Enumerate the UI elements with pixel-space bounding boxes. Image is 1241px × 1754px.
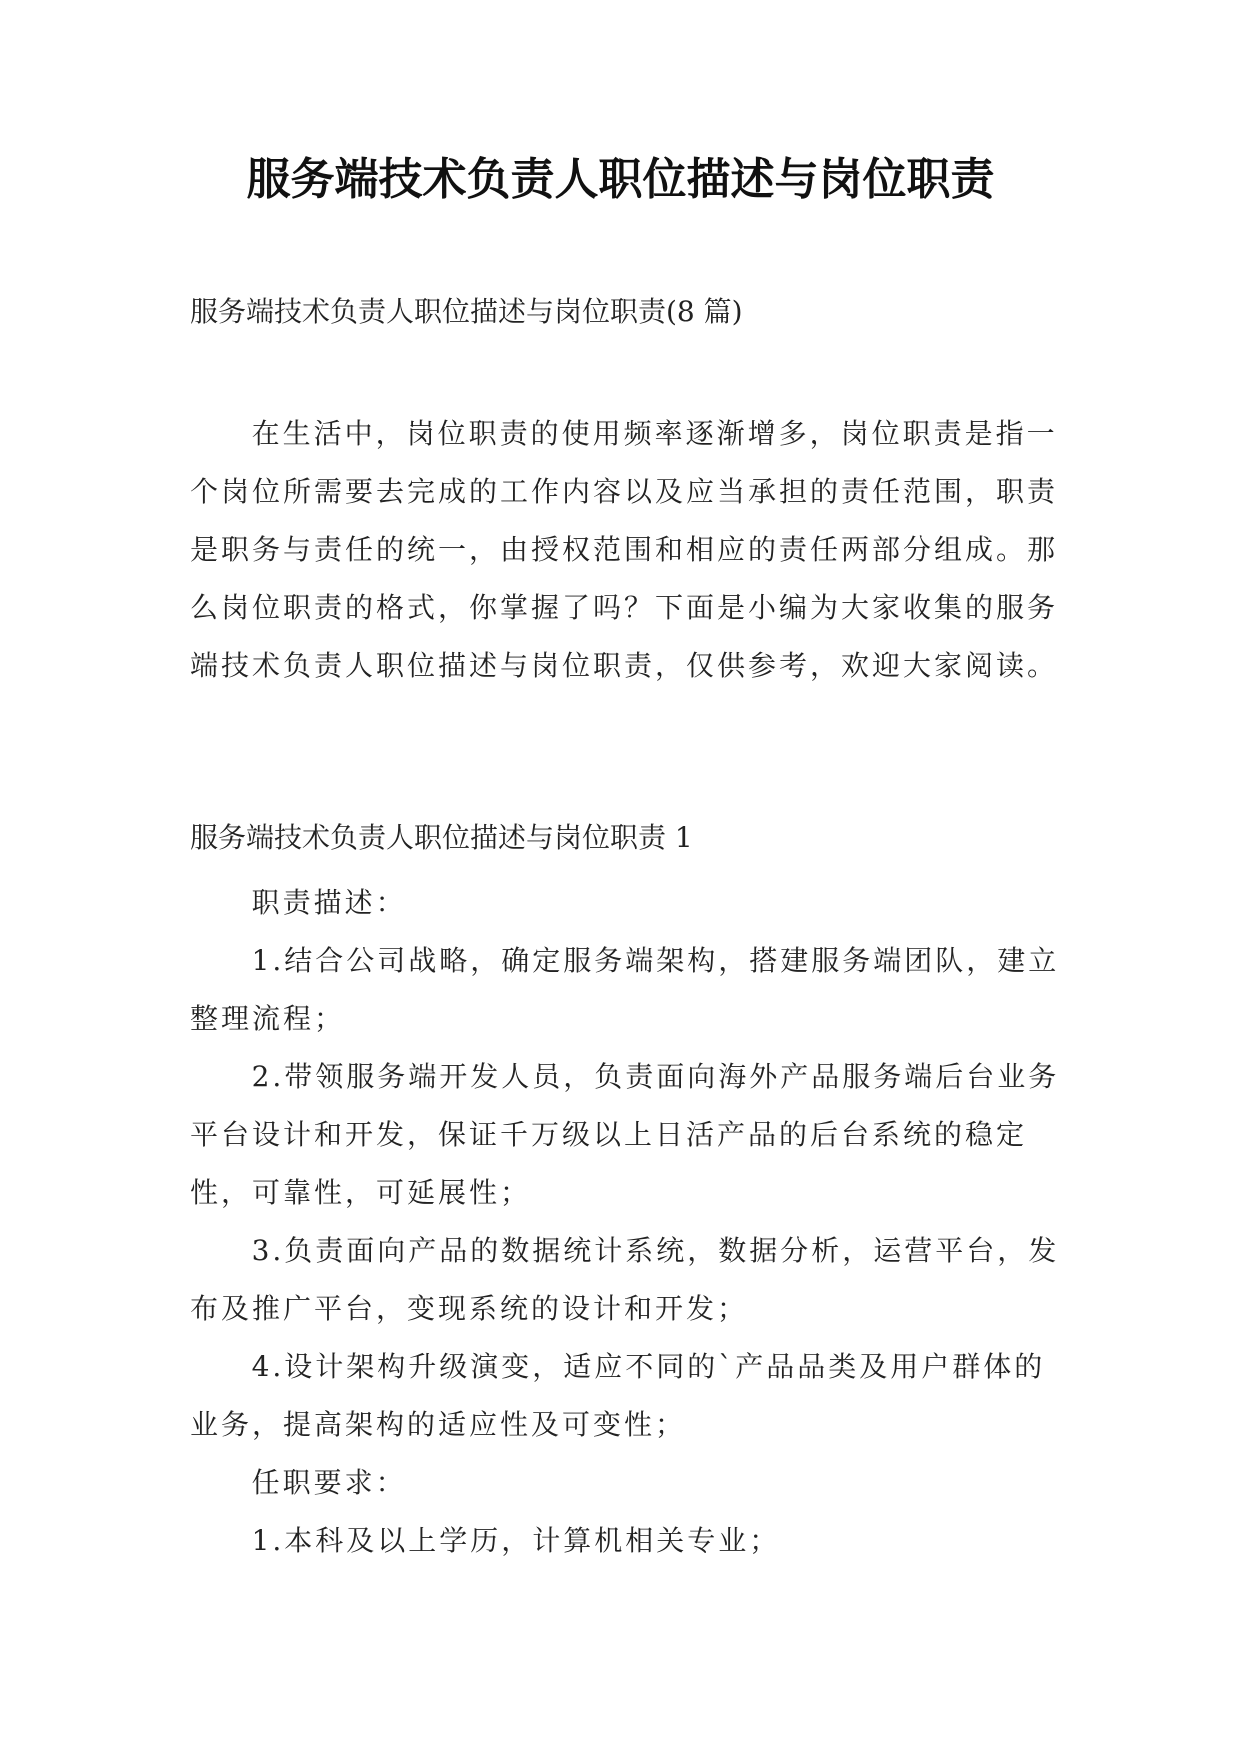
duty-item: 3.负责面向产品的数据统计系统，数据分析，运营平台，发布及推广平台，变现系统的设计和开发； bbox=[190, 1234, 1060, 1325]
duties-label: 职责描述： bbox=[251, 886, 407, 919]
section-body bbox=[190, 874, 1070, 1570]
requirement-item: 1.本科及以上学历，计算机相关专业； bbox=[251, 1524, 781, 1557]
document-subtitle: 服务端技术负责人职位描述与岗位职责(8 篇) bbox=[190, 295, 743, 328]
duty-item: 4.设计架构升级演变，适应不同的`产品品类及用户群体的业务，提高架构的适应性及可变性； bbox=[190, 1350, 1046, 1441]
requirements-label: 任职要求： bbox=[251, 1466, 407, 1499]
intro-paragraph: 在生活中，岗位职责的使用频率逐渐增多，岗位职责是指一个岗位所需要去完成的工作内容以及应当承担的责任范围，职责是职务与责任的统一，由授权范围和相应的责任两部分组成。那么岗位职责的格式，你掌握了吗？下面是小编为大家收集的服务端技术负责人职位描述与岗位职责，仅供参考，欢迎大家阅读。 bbox=[190, 417, 1059, 682]
duty-item: 1.结合公司战略，确定服务端架构，搭建服务端团队，建立整理流程； bbox=[190, 944, 1060, 1035]
document-title: 服务端技术负责人职位描述与岗位职责 bbox=[246, 154, 995, 205]
duty-item: 2.带领服务端开发人员，负责面向海外产品服务端后台业务平台设计和开发，保证千万级以上日活产品的后台系统的稳定性，可靠性，可延展性； bbox=[190, 1060, 1060, 1209]
section-heading: 服务端技术负责人职位描述与岗位职责 1 bbox=[190, 821, 693, 854]
